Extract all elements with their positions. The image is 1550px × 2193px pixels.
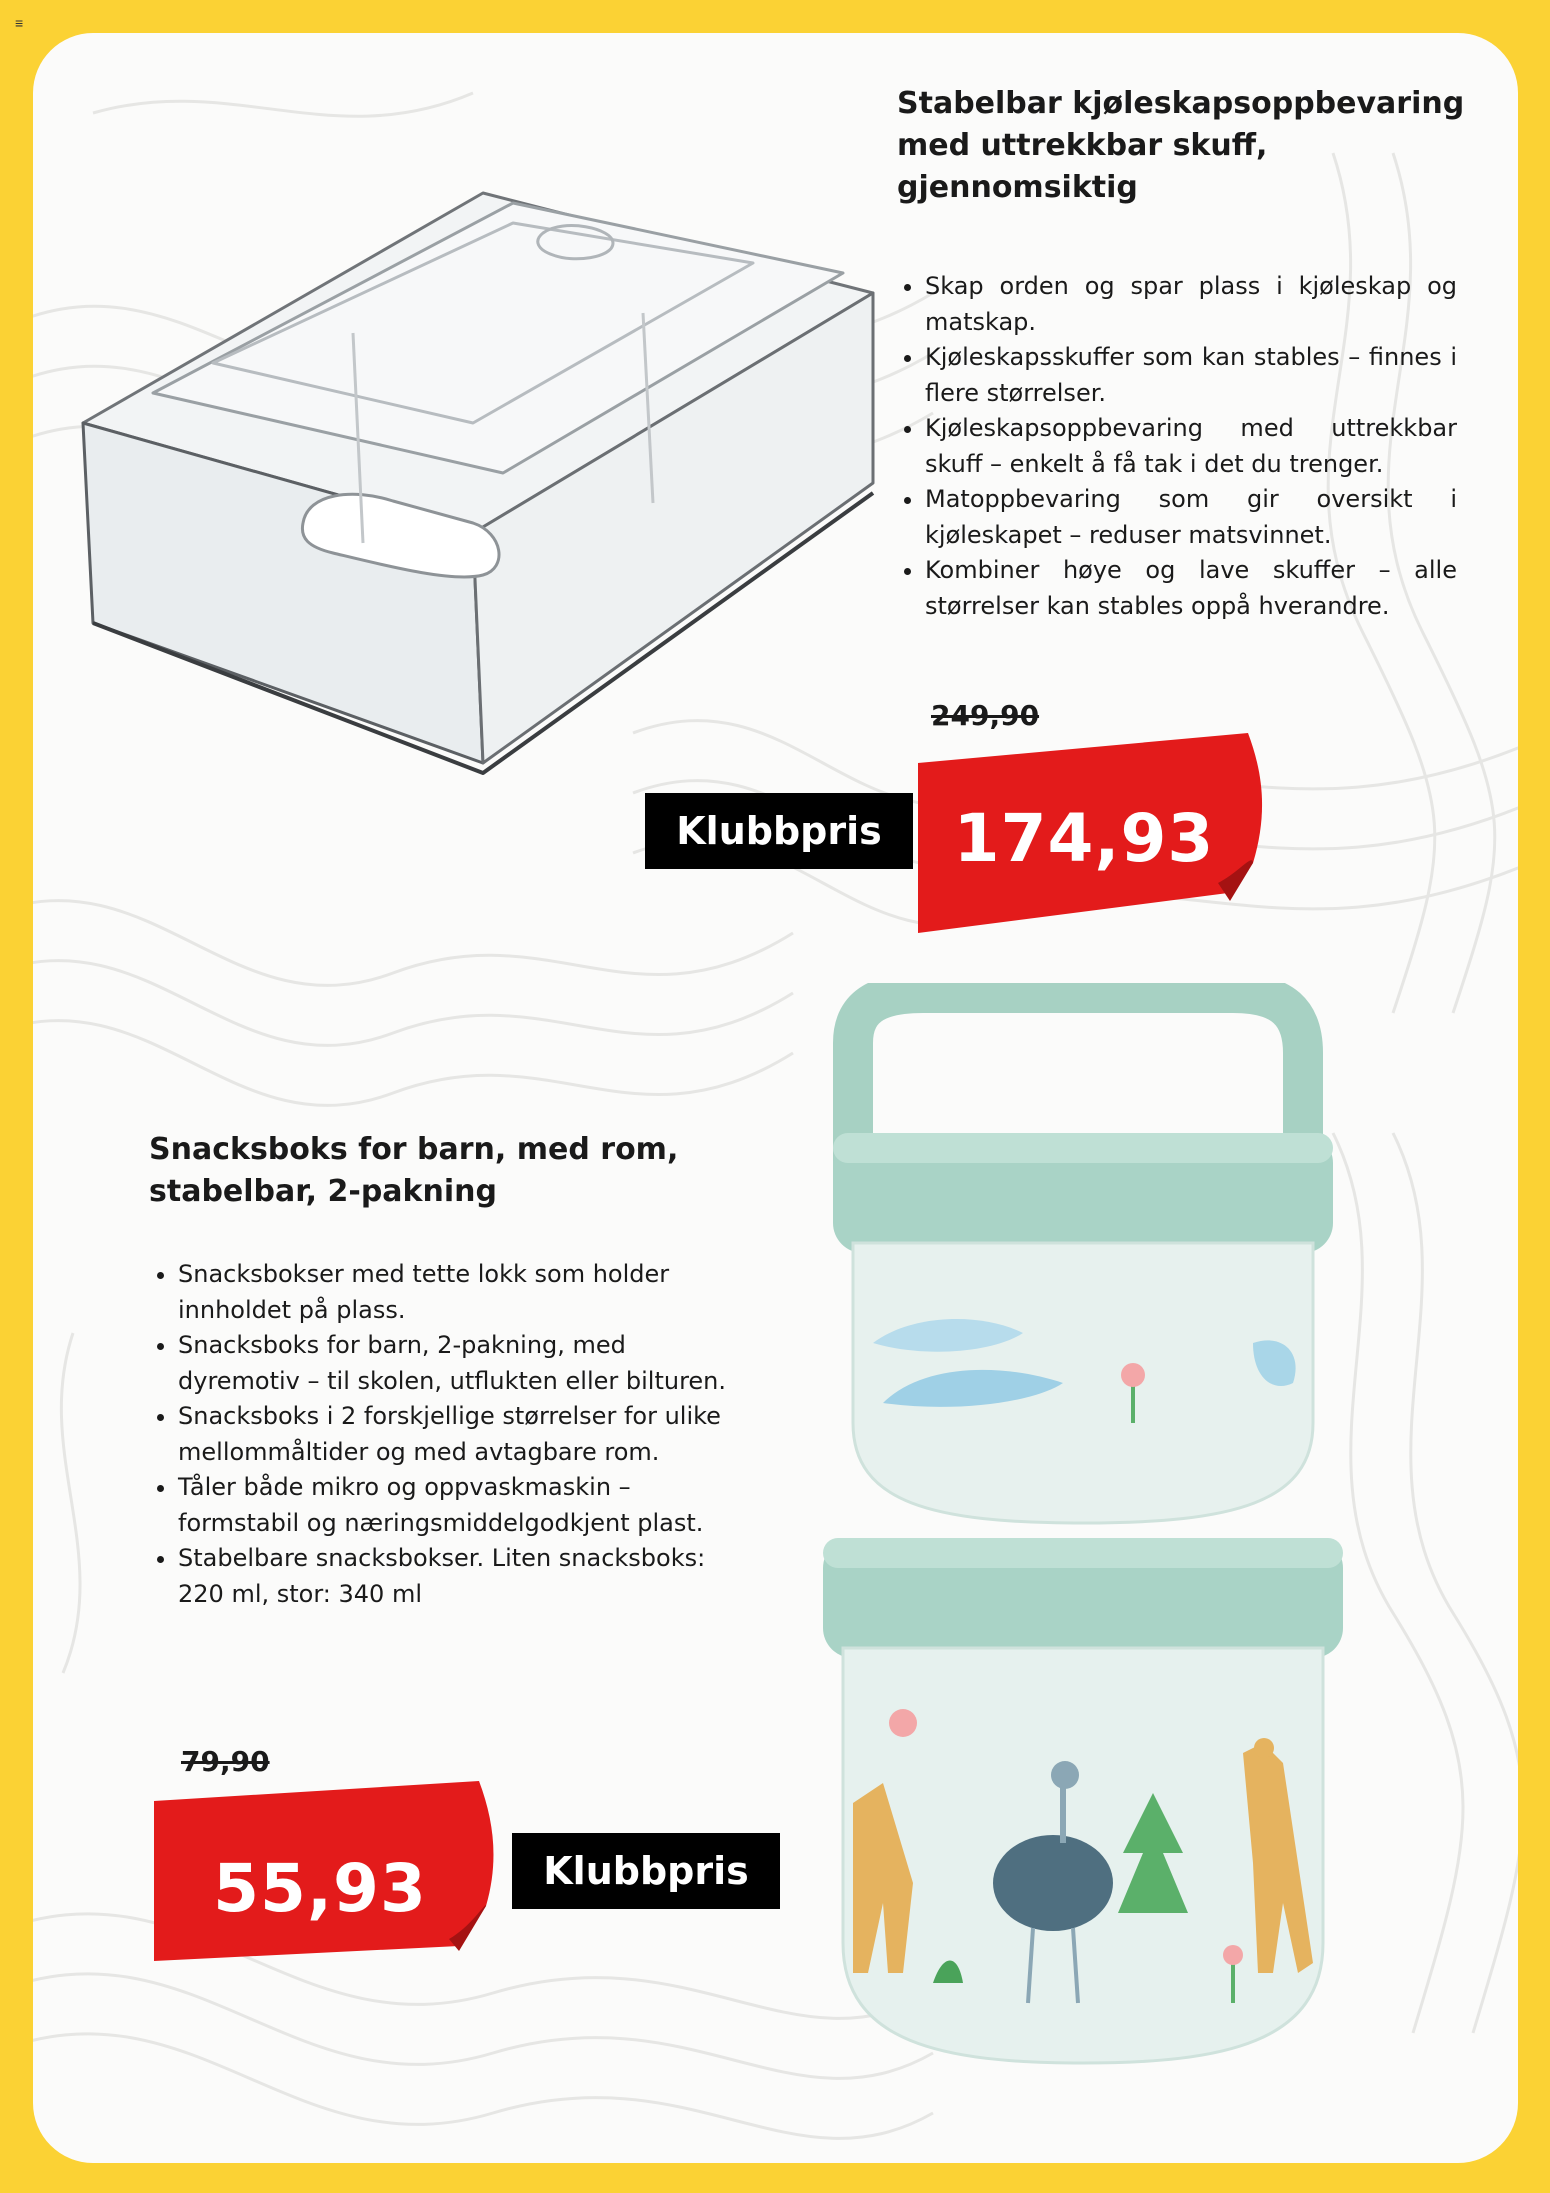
list-item: • Tåler både mikro og oppvaskmaskin – formstabil og næringsmiddelgodkjent plast. bbox=[178, 1470, 738, 1541]
club-price-tag bbox=[154, 1781, 526, 1981]
club-price-label: Klubbpris bbox=[512, 1833, 780, 1909]
club-price-value: 174,93 bbox=[953, 799, 1215, 877]
list-item: • Skap orden og spar plass i kjøleskap og matskap. bbox=[925, 269, 1457, 340]
list-item: • Snacksbokser med tette lokk som holder innholdet på plass. bbox=[178, 1257, 738, 1328]
feature-list-fridge-drawer bbox=[897, 269, 1457, 624]
list-item: • Snacksboks for barn, 2-pakning, med dyremotiv – til skolen, utflukten eller bilturen. bbox=[178, 1328, 738, 1399]
club-price-label: Klubbpris bbox=[645, 793, 913, 869]
flyer-page bbox=[33, 33, 1518, 2163]
corner-menu-mark: ≡ bbox=[15, 15, 24, 31]
list-item: • Kjøleskapsoppbevaring med uttrekkbar skuff – enkelt å få tak i det du trenger. bbox=[925, 411, 1457, 482]
product-title-fridge-drawer: Stabelbar kjøleskapsoppbevaring med uttrekkbar skuff, gjennomsiktig bbox=[897, 86, 1465, 205]
list-item: • Stabelbare snacksbokser. Liten snacksboks: 220 ml, stor: 340 ml bbox=[178, 1541, 738, 1612]
club-price-tag bbox=[918, 733, 1290, 933]
club-price-value: 55,93 bbox=[213, 1849, 427, 1927]
list-item: • Matoppbevaring som gir oversikt i kjøleskapet – reduser matsvinnet. bbox=[925, 482, 1457, 553]
old-price: 249,90 bbox=[931, 699, 1040, 732]
fridge-drawer-image bbox=[53, 123, 893, 803]
old-price: 79,90 bbox=[181, 1745, 270, 1778]
feature-list-snack-box bbox=[150, 1257, 738, 1612]
list-item: • Kombiner høye og lave skuffer – alle størrelser kan stables oppå hverandre. bbox=[925, 553, 1457, 624]
list-item: • Kjøleskapsskuffer som kan stables – finnes i flere størrelser. bbox=[925, 340, 1457, 411]
product-title-snack-box: Snacksboks for barn, med rom, stabelbar, 2-pakning bbox=[149, 1132, 679, 1209]
snack-box-image bbox=[813, 983, 1373, 2073]
list-item: • Snacksboks i 2 forskjellige størrelser for ulike mellommåltider og med avtagbare rom. bbox=[178, 1399, 738, 1470]
